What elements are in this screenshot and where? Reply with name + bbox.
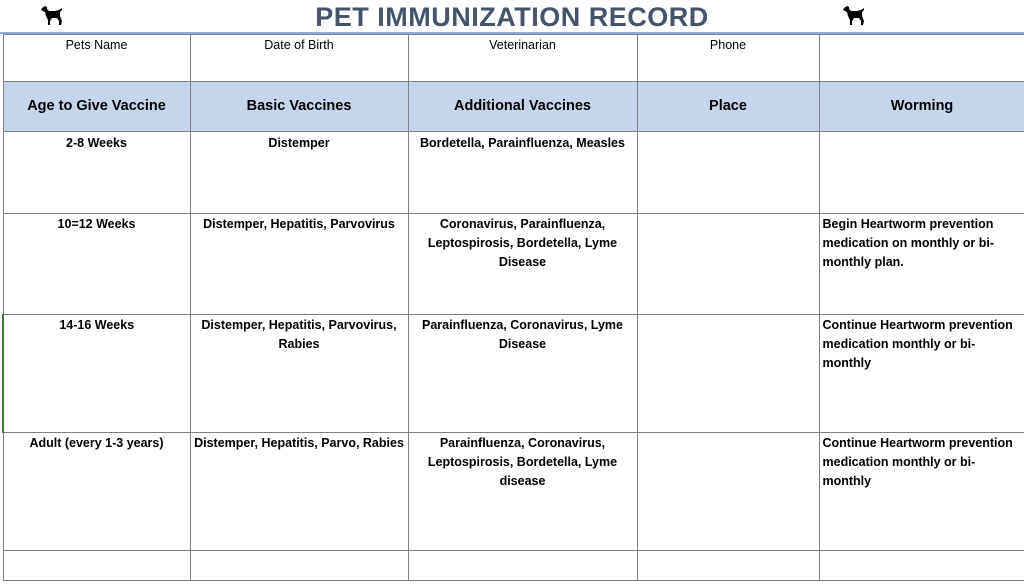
table-row: [3, 315, 1024, 433]
table-header-row: [3, 82, 1024, 132]
header-additional-vaccines: Additional Vaccines: [408, 82, 637, 132]
worming-cell[interactable]: Continue Heartworm prevention medication monthly or bi-monthly: [819, 315, 1024, 433]
basic-vaccines-cell[interactable]: Distemper: [190, 132, 408, 214]
age-cell[interactable]: 10=12 Weeks: [3, 214, 190, 315]
empty-cell[interactable]: [408, 551, 637, 581]
place-cell[interactable]: [637, 433, 819, 551]
veterinarian-cell[interactable]: Veterinarian: [408, 35, 637, 82]
additional-vaccines-cell[interactable]: Parainfluenza, Coronavirus, Lyme Disease: [408, 315, 637, 433]
info-blank-cell[interactable]: [819, 35, 1024, 82]
basic-vaccines-cell[interactable]: Distemper, Hepatitis, Parvo, Rabies: [190, 433, 408, 551]
basic-vaccines-cell[interactable]: Distemper, Hepatitis, Parvovirus, Rabies: [190, 315, 408, 433]
empty-cell[interactable]: [190, 551, 408, 581]
worming-cell[interactable]: Continue Heartworm prevention medication monthly or bi-monthly: [819, 433, 1024, 551]
pet-info-row: [3, 35, 1024, 82]
header-age: Age to Give Vaccine: [3, 82, 190, 132]
table-row: [3, 214, 1024, 315]
additional-vaccines-cell[interactable]: Bordetella, Parainfluenza, Measles: [408, 132, 637, 214]
title-row: [0, 0, 1024, 33]
table-row: [3, 132, 1024, 214]
page-title: PET IMMUNIZATION RECORD: [315, 2, 709, 32]
empty-cell[interactable]: [3, 551, 190, 581]
basic-vaccines-cell[interactable]: Distemper, Hepatitis, Parvovirus: [190, 214, 408, 315]
additional-vaccines-cell[interactable]: Coronavirus, Parainfluenza, Leptospirosis, Bordetella, Lyme Disease: [408, 214, 637, 315]
empty-row: [3, 551, 1024, 581]
date-of-birth-cell[interactable]: Date of Birth: [190, 35, 408, 82]
age-cell[interactable]: 14-16 Weeks: [3, 315, 190, 433]
age-cell[interactable]: 2-8 Weeks: [3, 132, 190, 214]
header-place: Place: [637, 82, 819, 132]
worming-cell[interactable]: [819, 132, 1024, 214]
place-cell[interactable]: [637, 315, 819, 433]
header-worming: Worming: [819, 82, 1024, 132]
additional-vaccines-cell[interactable]: Parainfluenza, Coronavirus, Leptospirosis, Bordetella, Lyme disease: [408, 433, 637, 551]
phone-cell[interactable]: Phone: [637, 35, 819, 82]
immunization-table: [2, 34, 1024, 581]
pets-name-cell[interactable]: Pets Name: [3, 35, 190, 82]
header-basic-vaccines: Basic Vaccines: [190, 82, 408, 132]
worming-cell[interactable]: Begin Heartworm prevention medication on monthly or bi-monthly plan.: [819, 214, 1024, 315]
empty-cell[interactable]: [637, 551, 819, 581]
dog-silhouette-icon: [842, 5, 866, 27]
place-cell[interactable]: [637, 132, 819, 214]
table-row: [3, 433, 1024, 551]
place-cell[interactable]: [637, 214, 819, 315]
empty-cell[interactable]: [819, 551, 1024, 581]
age-cell[interactable]: Adult (every 1-3 years): [3, 433, 190, 551]
